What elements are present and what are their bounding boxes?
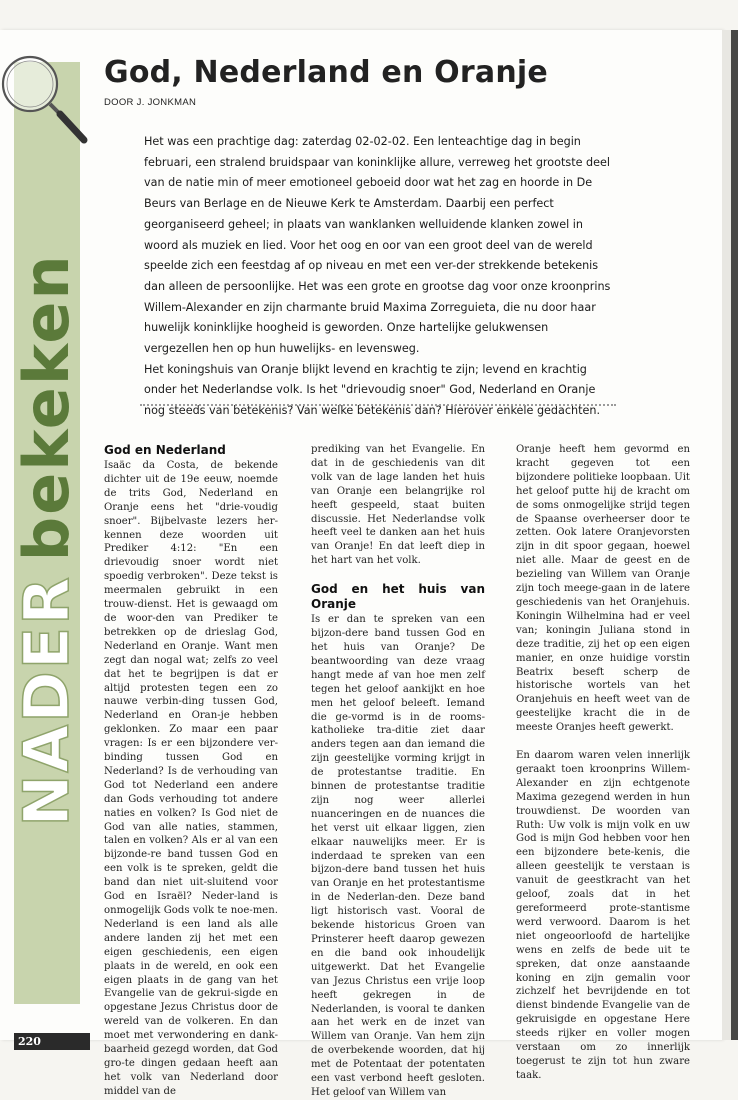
article-author: DOOR J. JONKMAN (104, 97, 197, 108)
body-paragraph: En daarom waren velen innerlijk geraakt toen kroonprins Willem-Alexander en zijn echtgenote Maxima gezegend werden in hun trouwdienst. De woorden van Ruth: Uw volk is mijn volk en uw God is mijn God hebben voor hen een bijzondere bete-kenis, die alleen geestelijk te verstaan is vanuit de geestkracht van het geloof, zoals dat in het gereformeerd prote-stantisme werd verwoord. Daarom is het niet ongeoorloofd de hartelijke wens en zelfs de bede uit te spreken, dat onze aanstaande koning en zijn gemalin voor zichzelf het bevrijdende en tot dienst bindende Evangelie van de gekruisigde en opgestane Here steeds rijker en voller mogen verstaan om zo innerlijk toegerust te zijn tot hun zware taak. (516, 750, 690, 1081)
body-paragraph: Isaäc da Costa, de bekende dichter uit de 19e eeuw, noemde de trits God, Nederland en Oranje eens het "drie-voudig snoer". Bijbelvaste lezers her-kennen deze woorden uit Prediker 4:12: "En een drievoudig snoer wordt niet spoedig verbroken". Deze tekst is meermalen gebruikt in een trouw-dienst. Het is gewaagd om de woor-den van Prediker te betrekken op de drieslag God, Nederland en Oranje. Want men zegt dan nogal wat; zelfs zo veel dat het te begrijpen is dat er altijd protesten tegen een zo nauwe verbin-ding tussen God, Nederland en Oran-je hebben geklonken. Zo maar een paar vragen: Is er een bijzondere ver-binding tussen God en Nederland? Is de verhouding van God tot Nederland een andere dan Gods verhouding tot andere naties en volken? Is God niet de God van alle naties, stammen, talen en volken? Als er al van een bijzonde-re band tussen God en een volk is te spreken, geldt die band dan niet uit-sluitend voor God en Israël? Neder-land is onmogelijk Gods volk te noe-men. Nederland is een land als alle andere landen zij het met een eigen geschiedenis, een eigen plaats in de wereld, en ook een eigen plaats in de gang van het Evangelie van de gekrui-sigde en opgestane Jezus Christus door de wereld van de volkeren. En dan moet met verwondering en dank-baarheid gezegd worden, dat God gro-te dingen gedaan heeft aan het volk van Nederland door middel van de (104, 460, 278, 1097)
column-3 (516, 443, 690, 1083)
article-title: God, Nederland en Oranje (104, 55, 548, 90)
body-paragraph: prediking van het Evangelie. En dat in de geschiedenis van dit volk van de lage landen het huis van Oranje een belangrijke rol heeft gespeeld, staat buiten discussie. Het Nederlandse volk heeft veel te danken aan het huis van Oranje! En dat leeft diep in het hart van het volk. (311, 444, 485, 567)
body-paragraph: Oranje heeft hem gevormd en kracht gegeven tot een bijzondere politieke loopbaan. Uit het geloof putte hij de kracht om de soms onmogelijke strijd tegen de Spaanse overheerser door te zetten. Ook latere Oranjevorsten zijn in dit spoor gegaan, hoewel niet alle. Maar de geest en de bezieling van Willem van Oranje zijn toch meege-gaan in de latere geschiedenis van het Oranjehuis. Koningin Wilhelmina had er veel van; koningin Juliana stond in deze traditie, zij het op een eigen manier, en onze huidige vorstin Beatrix beseft scherp de historische wortels van het Oranjehuis en heeft weet van de geestelijke kracht die in de meeste Oranjes heeft gewerkt. (516, 444, 690, 734)
intro-divider (140, 404, 616, 406)
section-heading: God en Nederland (104, 443, 226, 457)
article-intro (144, 132, 614, 422)
magnifier-icon (0, 52, 92, 152)
section-title-vertical (10, 253, 83, 827)
page-gutter-shadow (731, 30, 738, 1040)
body-paragraph: Is er dan te spreken van een bijzon-dere band tussen God en het huis van Oranje? De beantwoording van deze vraag hangt mede af van hoe men zelf tegen het geloof aankijkt en hoe men het geloof beleeft. Iemand die ge-vormd is in de rooms-katholieke tra-ditie ziet daar anders tegen aan dan iemand die zijn geestelijke vorming krijgt in de protestantse traditie. En binnen de protestantse traditie zijn nog weer allerlei nuanceringen en de nuances die het verst uit elkaar liggen, zien elkaar nauwelijks meer. Er is inderdaad te spreken van een bijzon-dere band tussen het huis van Oranje en het protestantisme in de Nederlan-den. Deze band ligt historisch vast. Vooral de bekende historicus Groen van Prinsterer heeft daarop gewezen en die band ook inhoudelijk uitgewerkt. Dat het Evangelie van Jezus Christus een vrije loop heeft gekregen in de Nederlanden, is vooral te danken aan het werk en de inzet van Willem van Oranje. Van hem zijn de overbekende woorden, dat hij met de Potentaat der potentaten een vast verbond heeft gesloten. Het geloof van Willem van (311, 614, 485, 1098)
page-number: 220 (14, 1033, 90, 1050)
column-2 (311, 443, 485, 1100)
column-1 (104, 443, 278, 1099)
section-heading: God en het huis van Oranje (311, 582, 485, 612)
section-word-nader: NADER (10, 575, 83, 827)
intro-paragraph: Het koningshuis van Oranje blijkt levend en krachtig te zijn; levend en krachtig onder het Nederlandse volk. Is het "drievoudig snoer" God, Nederland en Oranje nog steeds van betekenis? Van welke betekenis dan? Hierover enkele gedachten. (144, 362, 601, 418)
intro-paragraph: Het was een prachtige dag: zaterdag 02-02-02. Een lenteachtige dag in begin februari, een stralend bruidspaar van koninklijke allure, verreweg het grootste deel van de natie min of meer emotioneel geboeid door wat het zag en hoorde in De Beurs van Berlage en de Nieuwe Kerk te Amsterdam. Daarbij een perfect georganiseerd geheel; in plaats van wanklanken welluidende klanken zowel in woord als muziek en lied. Voor het oog en oor van een groot deel van de wereld speelde zich een feestdag af op niveau en met een ver-der strekkende betekenis dan alleen de persoonlijke. Het was een grote en grootse dag voor onze kroonprins Willem-Alexander en zijn charmante bruid Maxima Zorreguieta, die nu door haar huwelijk koninklijke hoogheid is geworden. Onze hartelijke gelukwensen vergezellen hen op hun huwelijks- en levensweg. (144, 135, 611, 356)
section-word-bekeken: bekeken (10, 253, 83, 562)
